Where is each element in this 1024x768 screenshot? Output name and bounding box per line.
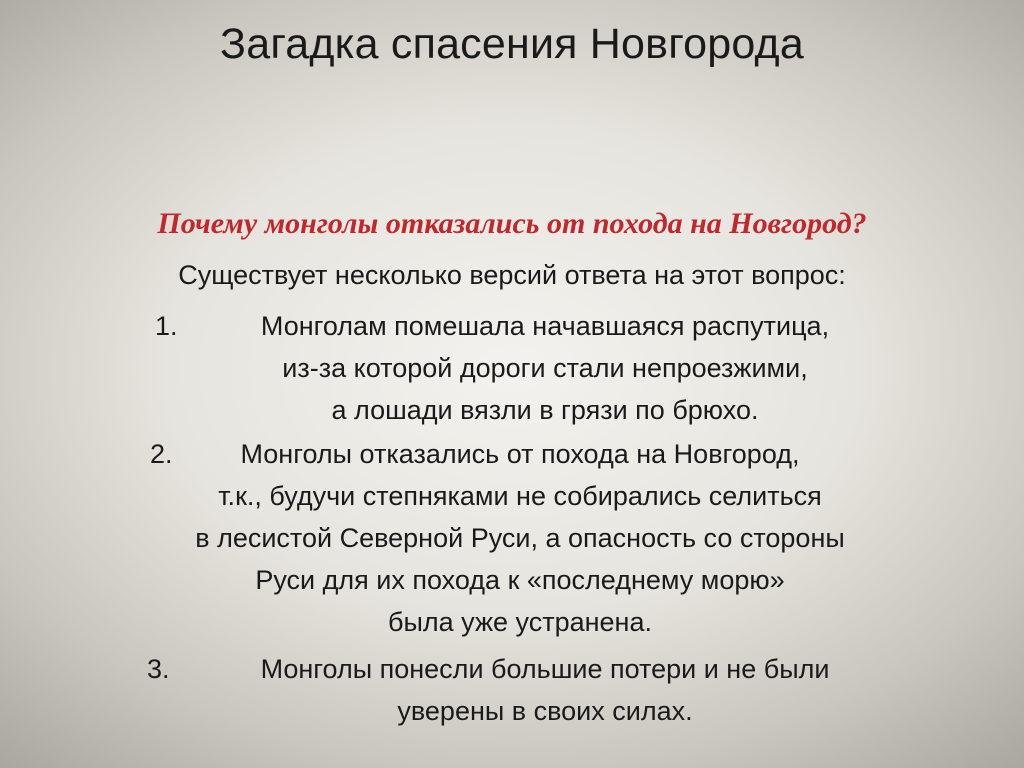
slide-title: Загадка спасения Новгорода — [220, 20, 804, 68]
version-line: Руси для их похода к «последнему морю» — [255, 565, 785, 595]
version-line: Монголы отказались от похода на Новгород, — [240, 439, 800, 469]
version-number: 1. — [155, 311, 178, 341]
version-item-1 — [0, 305, 1024, 431]
question-heading: Почему монголы отказались от похода на Новгород? — [157, 207, 867, 240]
version-number: 2. — [150, 439, 173, 469]
version-text — [200, 305, 890, 431]
version-line: Монголам помешала начавшаяся распутица, — [260, 311, 830, 341]
version-line: в лесистой Северной Руси, а опасность со стороны — [195, 523, 845, 553]
version-line: из-за которой дороги стали непроезжими, — [282, 353, 808, 383]
version-text — [160, 433, 880, 643]
version-number: 3. — [147, 654, 170, 684]
version-item-2 — [0, 433, 1024, 643]
intro-text: Существует несколько версий ответа на этот вопрос: — [178, 260, 846, 290]
version-line: была уже устранена. — [388, 607, 652, 637]
version-item-3 — [0, 648, 1024, 732]
version-text — [200, 648, 890, 732]
version-line: уверены в своих силах. — [397, 696, 693, 726]
version-line: Монголы понесли большие потери и не были — [260, 654, 830, 684]
version-line: т.к., будучи степняками не собирались селиться — [218, 481, 822, 511]
version-line: а лошади вязли в грязи по брюхо. — [331, 395, 759, 425]
